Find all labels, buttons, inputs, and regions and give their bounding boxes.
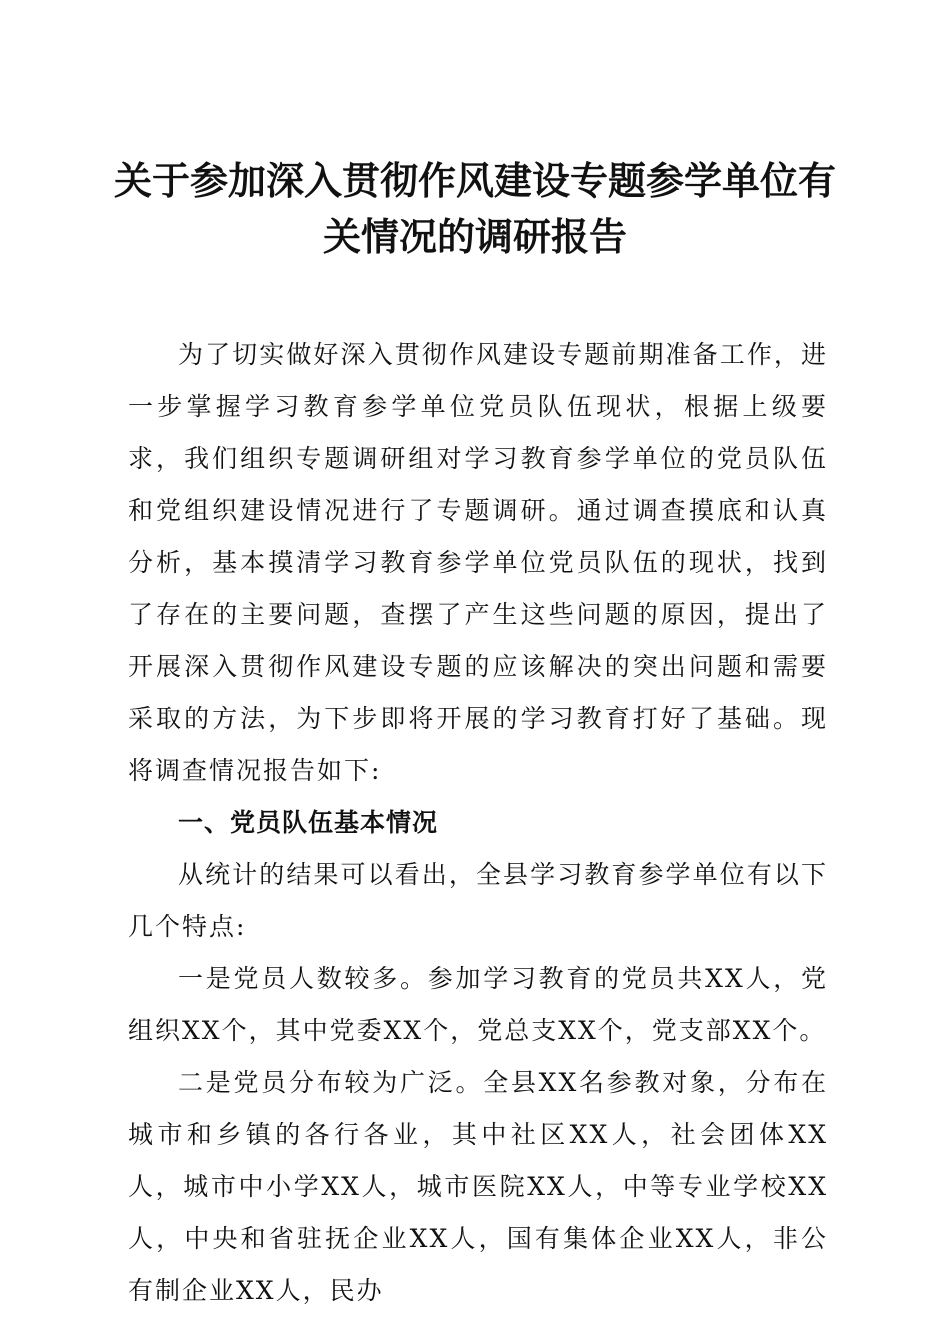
point-two-paragraph: 二是党员分布较为广泛。全县XX名参教对象，分布在城市和乡镇的各行各业，其中社区XX人，社会团体XX人，城市中小学XX人，城市医院XX人，中等专业学校XX人，中央和省驻抚企业XX人，国有集体企业XX人，非公有制企业XX人，民办 (128, 1068, 828, 1305)
point-one-paragraph: 一是党员人数较多。参加学习教育的党员共XX人，党组织XX个，其中党委XX个，党总支XX个，党支部XX个。 (128, 964, 828, 1045)
section-heading: 一、党员队伍基本情况 (178, 808, 439, 837)
section-lead-paragraph: 从统计的结果可以看出，全县学习教育参学单位有以下几个特点: (128, 860, 828, 941)
document-title: 关于参加深入贯彻作风建设专题参学单位有关情况的调研报告 (113, 158, 836, 259)
intro-paragraph: 为了切实做好深入贯彻作风建设专题前期准备工作，进一步掌握学习教育参学单位党员队伍现状，根据上级要求，我们组织专题调研组对学习教育参学单位的党员队伍和党组织建设情况进行了专题调研。通过调查摸底和认真分析，基本摸清学习教育参学单位党员队伍的现状，找到了存在的主要问题，查摆了产生这些问题的原因，提出了开展深入贯彻作风建设专题的应该解决的突出问题和需要采取的方法，为下步即将开展的学习教育打好了基础。现将调查情况报告如下: (128, 340, 828, 785)
document-body (128, 329, 828, 1317)
